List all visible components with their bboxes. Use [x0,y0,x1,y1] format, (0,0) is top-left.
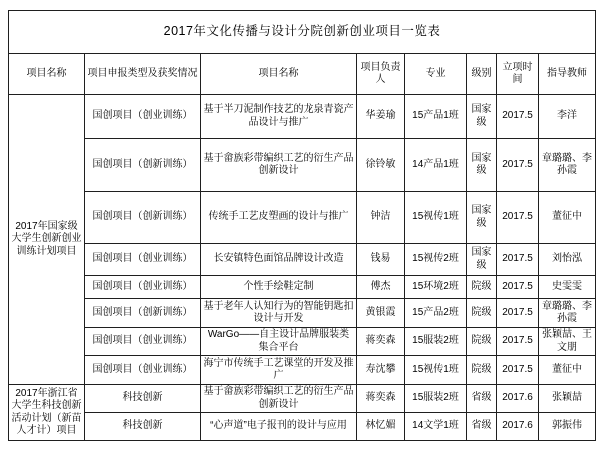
cell-project: “心声道”电子报刊的设计与应用 [201,413,357,441]
cell-level: 省级 [467,413,497,441]
table-body [9,95,596,441]
cell-date: 2017.5 [497,328,539,356]
table-row [9,356,596,385]
cell-major: 15产品2班 [405,299,467,328]
cell-major: 15视传2班 [405,244,467,276]
cell-major: 14产品1班 [405,139,467,192]
cell-level: 国家级 [467,95,497,139]
cell-level: 院级 [467,276,497,299]
cell-level: 院级 [467,299,497,328]
cell-type: 国创项目（创业训练） [85,328,201,356]
column-header-teacher: 指导教师 [539,54,596,95]
cell-leader: 华姜瑜 [357,95,405,139]
table-row [9,139,596,192]
column-header-group: 项目名称 [9,54,85,95]
cell-leader: 黄银霞 [357,299,405,328]
cell-type: 国创项目（创新训练） [85,299,201,328]
cell-project: 传统手工艺皮塑画的设计与推广 [201,192,357,244]
cell-date: 2017.6 [497,385,539,413]
cell-leader: 寿沈攀 [357,356,405,385]
table-row [9,385,596,413]
cell-level: 院级 [467,356,497,385]
cell-project: 基于畲族彩带编织工艺的衍生产品创新设计 [201,139,357,192]
cell-teacher: 史雯雯 [539,276,596,299]
column-header-major: 专业 [405,54,467,95]
cell-major: 15产品1班 [405,95,467,139]
cell-leader: 蒋奕森 [357,385,405,413]
cell-teacher: 董征中 [539,356,596,385]
projects-table [8,10,596,441]
cell-leader: 林忆媚 [357,413,405,441]
cell-project: 海宁市传统手工艺课堂的开发及推广 [201,356,357,385]
cell-level: 国家级 [467,244,497,276]
cell-leader: 徐铃敏 [357,139,405,192]
cell-level: 院级 [467,328,497,356]
column-header-leader: 项目负责人 [357,54,405,95]
cell-leader: 蒋奕森 [357,328,405,356]
cell-project: 基于畲族彩带编织工艺的衍生产品创新设计 [201,385,357,413]
cell-teacher: 郭振伟 [539,413,596,441]
cell-leader: 傅杰 [357,276,405,299]
cell-date: 2017.5 [497,192,539,244]
group-label-cell: 2017年浙江省大学生科技创新活动计划（新苗人才计）项目 [9,385,85,441]
cell-project: 基于老年人认知行为的智能钥匙扣设计与开发 [201,299,357,328]
cell-major: 14文学1班 [405,413,467,441]
cell-project: 个性手绘鞋定制 [201,276,357,299]
cell-project: 基于半刀泥制作技艺的龙泉青瓷产品设计与推广 [201,95,357,139]
table-row [9,413,596,441]
cell-major: 15视传1班 [405,192,467,244]
header-row [9,54,596,95]
cell-major: 15环境2班 [405,276,467,299]
cell-type: 国创项目（创业训练） [85,356,201,385]
cell-date: 2017.5 [497,95,539,139]
cell-date: 2017.6 [497,413,539,441]
cell-date: 2017.5 [497,139,539,192]
page-title: 2017年文化传播与设计分院创新创业项目一览表 [9,11,596,54]
cell-type: 国创项目（创业训练） [85,244,201,276]
table-row [9,95,596,139]
cell-major: 15服装2班 [405,328,467,356]
cell-type: 科技创新 [85,413,201,441]
cell-teacher: 章璐璐、李孙霞 [539,299,596,328]
cell-level: 国家级 [467,192,497,244]
cell-teacher: 章璐璐、李孙霞 [539,139,596,192]
cell-leader: 钱易 [357,244,405,276]
column-header-type: 项目申报类型及获奖情况 [85,54,201,95]
table-row [9,244,596,276]
table-row [9,299,596,328]
column-header-level: 级别 [467,54,497,95]
cell-leader: 钟洁 [357,192,405,244]
cell-teacher: 张颖喆 [539,385,596,413]
cell-type: 国创项目（创业训练） [85,276,201,299]
column-header-date: 立项时间 [497,54,539,95]
cell-type: 科技创新 [85,385,201,413]
cell-date: 2017.5 [497,276,539,299]
cell-major: 15视传1班 [405,356,467,385]
cell-type: 国创项目（创新训练） [85,192,201,244]
cell-date: 2017.5 [497,299,539,328]
cell-type: 国创项目（创新训练） [85,139,201,192]
cell-teacher: 张颖喆、王文朋 [539,328,596,356]
cell-teacher: 李洋 [539,95,596,139]
cell-major: 15服装2班 [405,385,467,413]
cell-project: WarGo——自主设计品牌服装类集合平台 [201,328,357,356]
cell-project: 长安镇特色面馆品牌设计改造 [201,244,357,276]
column-header-project: 项目名称 [201,54,357,95]
table-row [9,328,596,356]
cell-teacher: 董征中 [539,192,596,244]
table-row [9,192,596,244]
table-row [9,276,596,299]
title-row [9,11,596,54]
cell-level: 省级 [467,385,497,413]
cell-date: 2017.5 [497,356,539,385]
cell-level: 国家级 [467,139,497,192]
group-label-cell: 2017年国家级大学生创新创业训练计划项目 [9,95,85,385]
cell-teacher: 刘怡泓 [539,244,596,276]
cell-type: 国创项目（创业训练） [85,95,201,139]
cell-date: 2017.5 [497,244,539,276]
